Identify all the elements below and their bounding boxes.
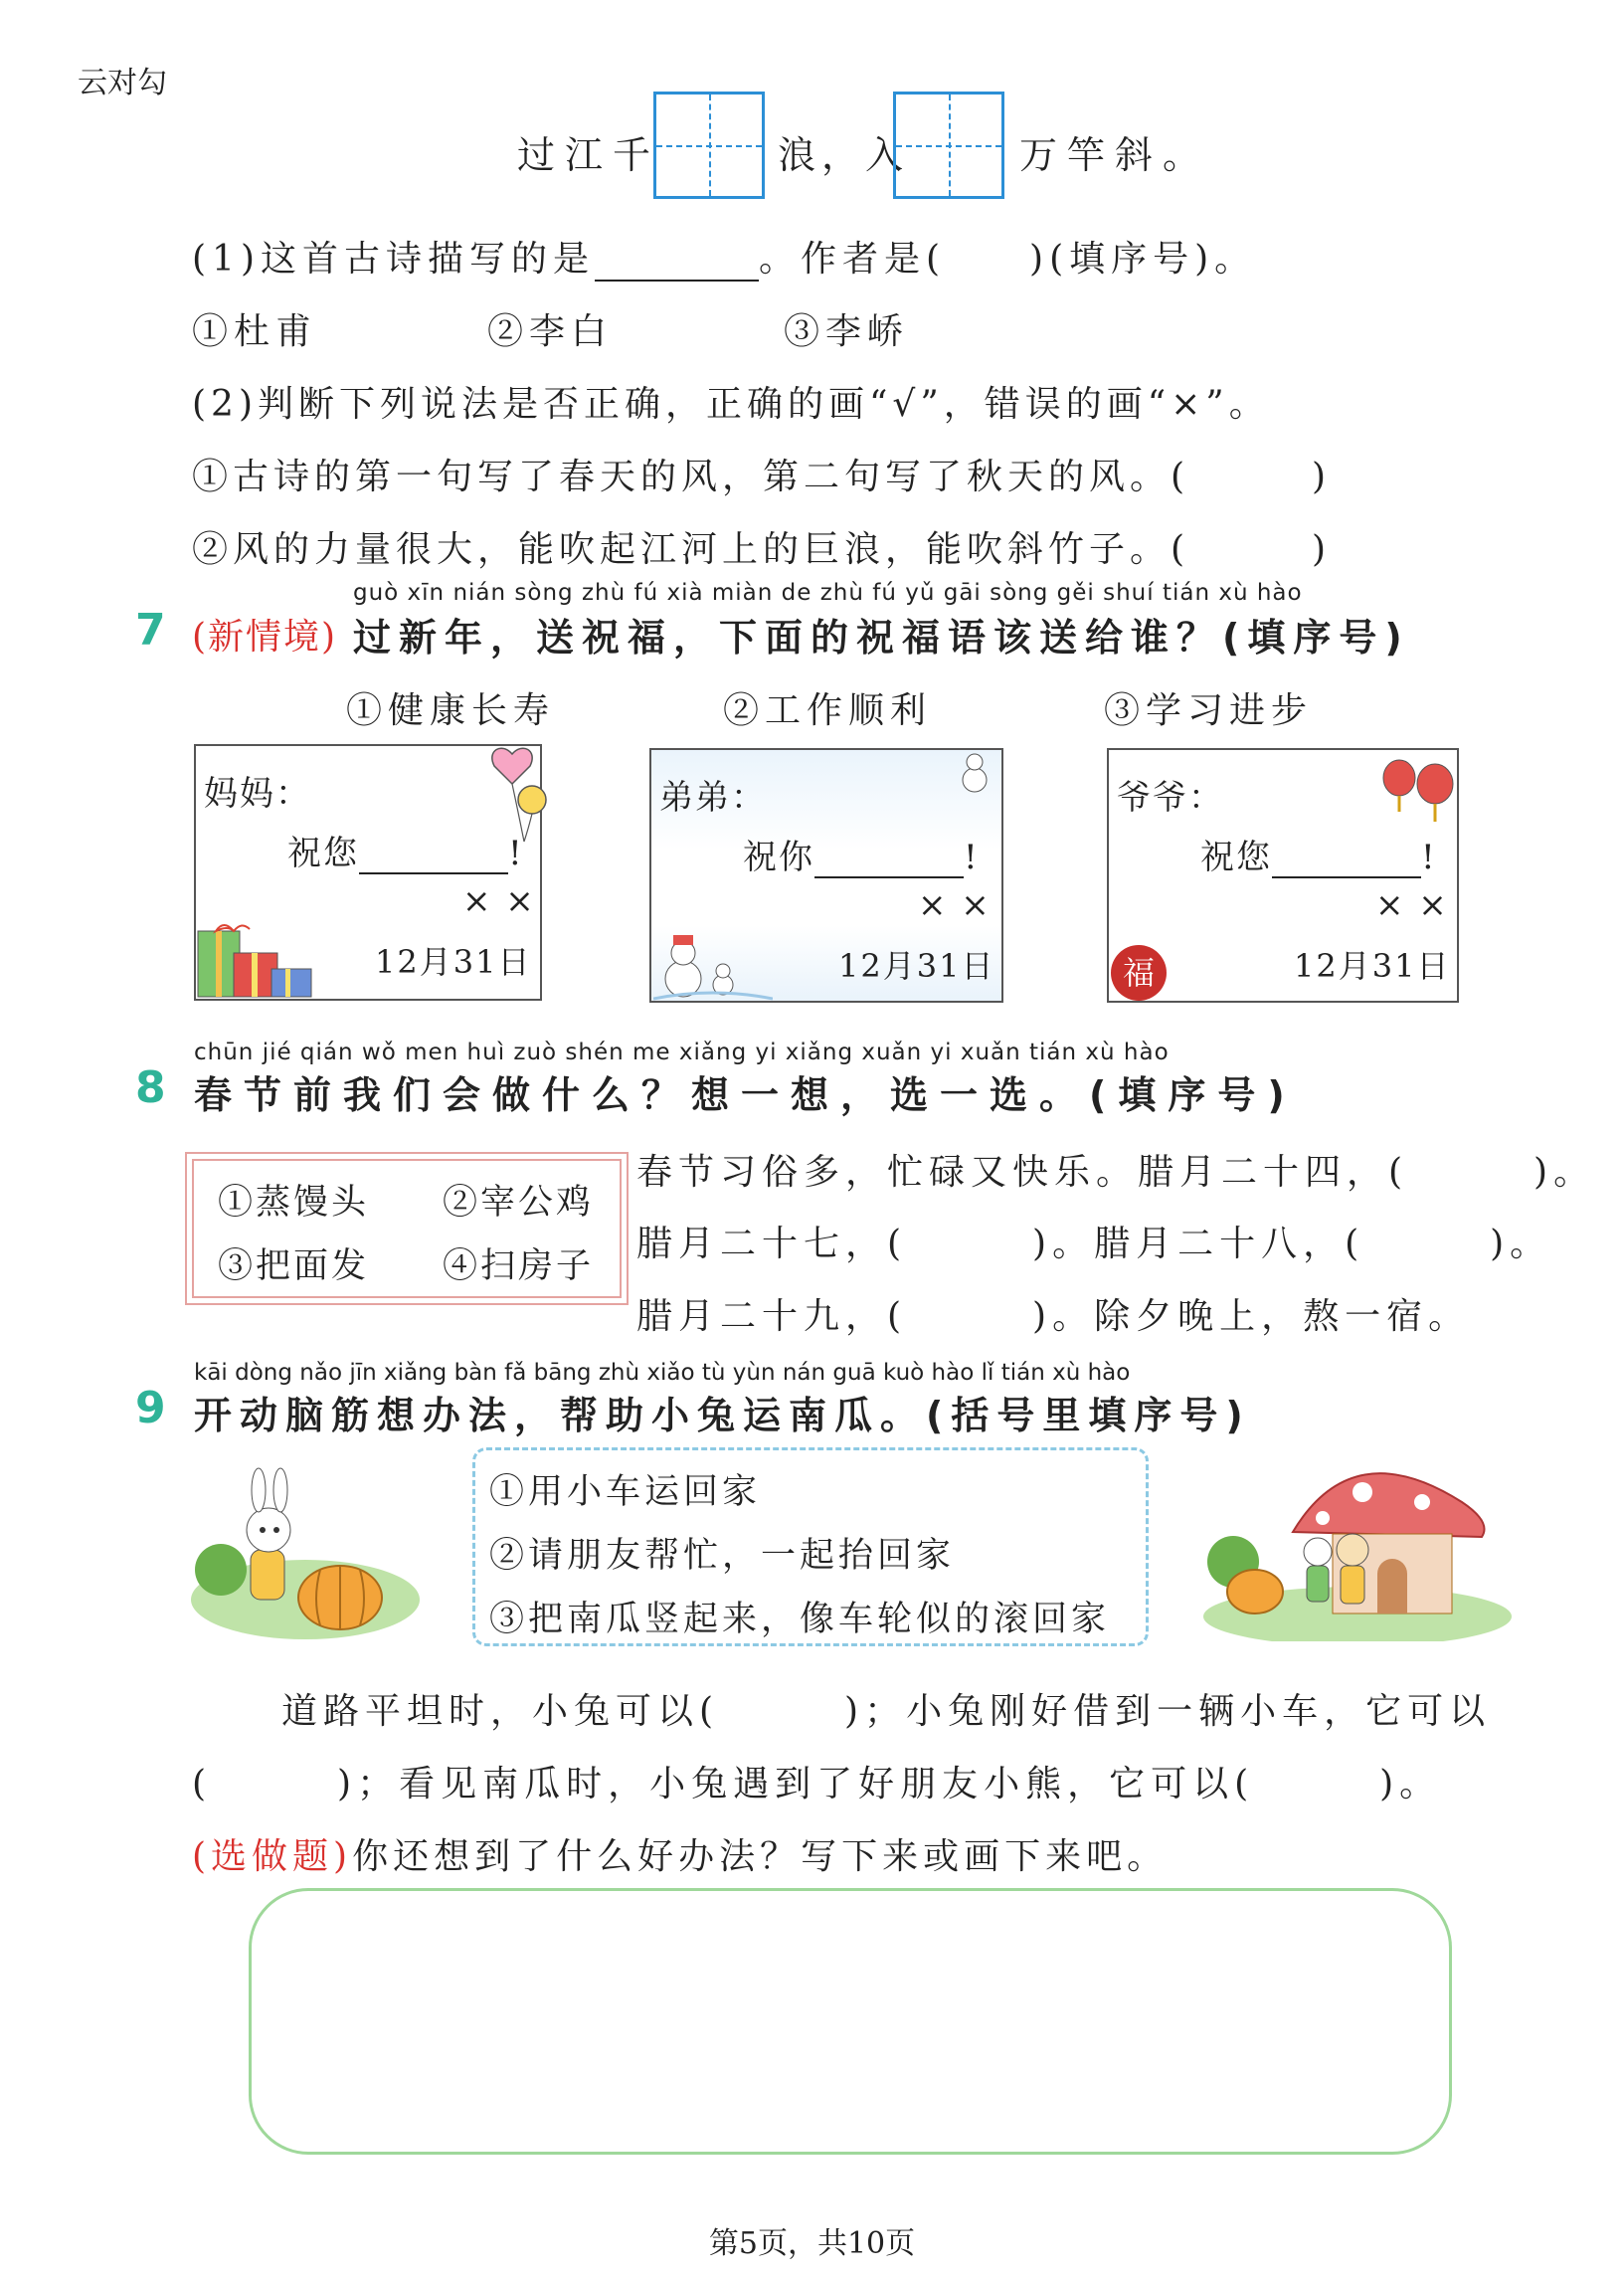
q8-number: 8 (135, 1062, 166, 1113)
q7-number: 7 (135, 605, 166, 656)
q9-option-2: ②请朋友帮忙，一起抬回家 (489, 1536, 956, 1576)
card-sign: × × (462, 881, 536, 921)
rabbit-pumpkin-illustration (191, 1450, 420, 1639)
q8-pinyin: chūn jié qián wǒ men huì zuò shén me xiǎng yi xiǎng xuǎn yi xuǎn tián xù hào (194, 1040, 1170, 1065)
card-date: 12月31日 (375, 943, 532, 981)
card-wish: 祝您 ! (1200, 838, 1437, 877)
q9-pinyin: kāi dòng nǎo jīn xiǎng bàn fǎ bāng zhù xiǎo tù yùn nán guā kuò hào lǐ tián xù hào (194, 1360, 1131, 1386)
q8-option-2: ②宰公鸡 (443, 1183, 595, 1223)
q6-option-3: ③李峤 (784, 311, 910, 352)
q7-title: 过新年，送祝福，下面的祝福语该送给谁？(填序号) (353, 616, 1410, 660)
card-recipient: 弟弟： (659, 778, 767, 818)
q6-statement-2: ②风的力量很大，能吹起江河上的巨浪，能吹斜竹子。( ) (192, 529, 1332, 570)
q6-statement-1: ①古诗的第一句写了春天的风，第二句写了秋天的风。( ) (192, 457, 1332, 497)
q9-paragraph-2: ( )；看见南瓜时，小兔遇到了好朋友小熊，它可以( )。 (192, 1764, 1442, 1804)
card-wish: 祝您 ! (287, 834, 524, 873)
gift-boxes-icon (194, 913, 318, 1001)
q6-sub1-text: (1)这首古诗描写的是 (192, 239, 595, 280)
q8-option-3: ③把面发 (218, 1246, 370, 1286)
page-number: 第5页，共10页 (708, 2226, 916, 2261)
q8-line-3: 腊月二十九，( )。除夕晚上，熬一宿。 (636, 1296, 1471, 1337)
snowman-icon (653, 929, 773, 1003)
greeting-card-brother (649, 748, 1003, 1003)
q9-option-3: ③把南瓜竖起来，像车轮似的滚回家 (489, 1600, 1111, 1639)
greeting-card-grandpa (1107, 748, 1459, 1003)
card-sign: × × (918, 885, 992, 925)
q7-pinyin: guò xīn nián sòng zhù fú xià miàn de zhù fú yǔ gāi sòng gěi shuí tián xù hào (353, 580, 1303, 606)
q9-paragraph-1: 道路平坦时，小兔可以( )；小兔刚好借到一辆小车，它可以 (281, 1691, 1492, 1732)
brand-label: 云对勾 (78, 66, 167, 100)
q7-wish-2: ②工作顺利 (723, 690, 933, 731)
poem-part1: 过江千 (517, 133, 661, 177)
q8-line-1: 春节习俗多，忙碌又快乐。腊月二十四，( )。 (636, 1152, 1596, 1193)
card-wish: 祝你 ! (743, 838, 980, 877)
q6-option-1: ①杜甫 (192, 311, 318, 352)
fu-seal: 福 (1111, 945, 1167, 1001)
q8-title: 春节前我们会做什么？想一想，选一选。(填序号) (194, 1073, 1297, 1117)
card-date: 12月31日 (838, 947, 995, 985)
card-wish-blank[interactable] (814, 843, 964, 878)
q9-optional-tag: (选做题) (192, 1836, 353, 1877)
q9-number: 9 (135, 1383, 166, 1433)
tianzige-box-1[interactable] (653, 92, 765, 199)
card-sign: × × (1375, 885, 1449, 925)
q7-wish-3: ③学习进步 (1104, 690, 1314, 731)
lantern-icon (1375, 750, 1459, 826)
card-recipient: 爷爷： (1117, 778, 1224, 818)
q6-sub1-text2: 。作者是( )(填序号)。 (759, 239, 1257, 280)
q8-line-2: 腊月二十七，( )。腊月二十八，( )。 (636, 1224, 1552, 1264)
q9-options-box (472, 1447, 1149, 1646)
q6-author-blank[interactable] (595, 244, 759, 282)
q9-option-1: ①用小车运回家 (489, 1472, 762, 1512)
balloon-icon (484, 742, 554, 852)
q6-sub1 (192, 231, 1256, 282)
q8-option-1: ①蒸馒头 (218, 1183, 370, 1223)
q9-title: 开动脑筋想办法，帮助小兔运南瓜。(括号里填序号) (194, 1394, 1251, 1437)
card-recipient: 妈妈： (204, 774, 311, 814)
snowman-small-icon (950, 750, 999, 794)
q9-optional-text: 你还想到了什么好办法？写下来或画下来吧。 (352, 1836, 1169, 1877)
poem-part2: 浪，入 (778, 133, 910, 177)
poem-part3: 万竿斜。 (1019, 133, 1211, 177)
greeting-card-mom (194, 744, 542, 1001)
card-wish-blank[interactable] (1272, 843, 1421, 878)
card-date: 12月31日 (1294, 947, 1451, 985)
q6-option-2: ②李白 (487, 311, 614, 352)
q9-optional (192, 1828, 1168, 1879)
tianzige-box-2[interactable] (893, 92, 1004, 199)
mushroom-house-illustration (1203, 1442, 1512, 1641)
q6-sub2: (2)判断下列说法是否正确，正确的画“√”，错误的画“×”。 (192, 384, 1270, 425)
q7-wish-1: ①健康长寿 (346, 690, 556, 731)
q8-option-4: ④扫房子 (443, 1246, 595, 1286)
q7-tag: (新情境) (192, 617, 338, 658)
answer-drawing-box[interactable] (249, 1888, 1452, 2155)
q8-options-box (192, 1159, 622, 1298)
